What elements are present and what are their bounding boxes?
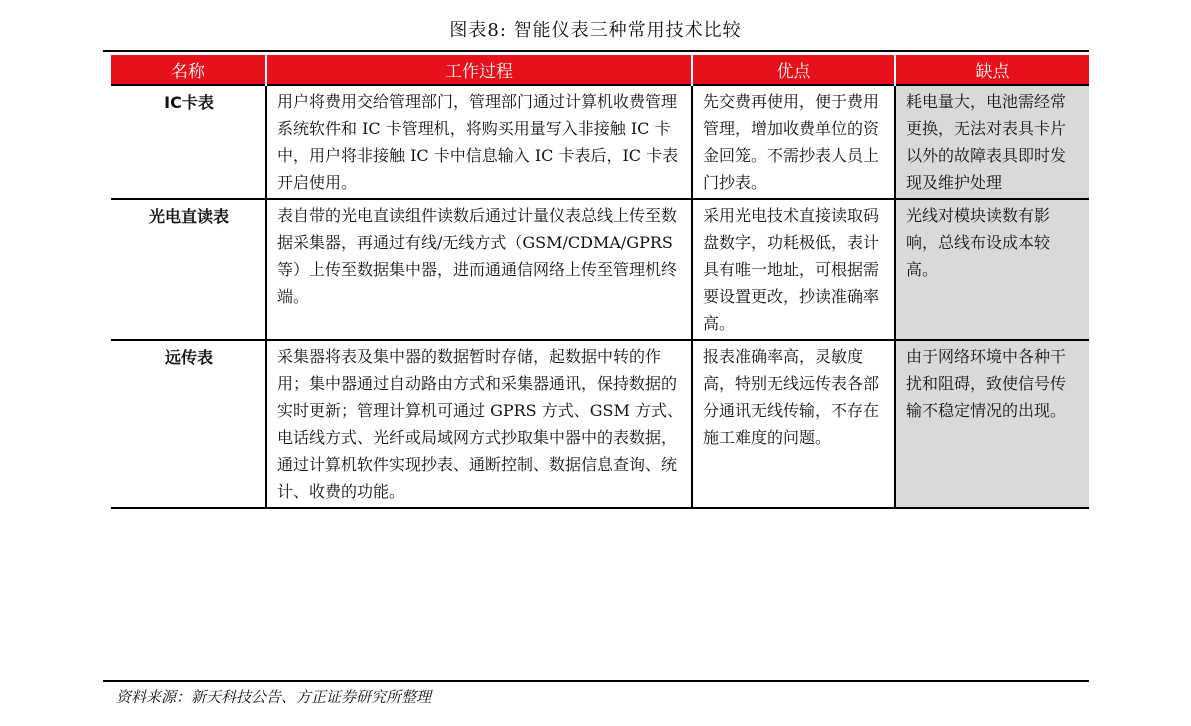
table-row bbox=[111, 199, 1089, 340]
row-cons: 耗电量大，电池需经常更换，无法对表具卡片以外的故障表具即时发现及维护处理 bbox=[895, 85, 1089, 199]
source-note: 资料来源：新天科技公告、方正证券研究所整理 bbox=[116, 688, 432, 706]
row-process: 用户将费用交给管理部门，管理部门通过计算机收费管理系统软件和 IC 卡管理机，将购买用量写入非接触 IC 卡中，用户将非接触 IC 卡中信息输入 IC 卡表后，IC 卡表开启使用。 bbox=[266, 85, 692, 199]
row-pros: 先交费再使用，便于费用管理，增加收费单位的资金回笼。不需抄表人员上门抄表。 bbox=[692, 85, 895, 199]
row-cons: 光线对模块读数有影响，总线布设成本较高。 bbox=[895, 199, 1089, 340]
header-pros: 优点 bbox=[692, 55, 895, 85]
row-process: 采集器将表及集中器的数据暂时存储，起数据中转的作用；集中器通过自动路由方式和采集器通讯，保持数据的实时更新；管理计算机可通过 GPRS 方式、GSM 方式、电话线方式、光纤或局域网方式抄取集中器中的表数据，通过计算机软件实现抄表、通断控制、数据信息查询、统计、收费的功能。 bbox=[266, 340, 692, 508]
row-pros: 采用光电技术直接读取码盘数字，功耗极低，表计具有唯一地址，可根据需要设置更改，抄读准确率高。 bbox=[692, 199, 895, 340]
row-process: 表自带的光电直读组件读数后通过计量仪表总线上传至数据采集器，再通过有线/无线方式（GSM/CDMA/GPRS 等）上传至数据集中器，进而通通信网络上传至管理机终端。 bbox=[266, 199, 692, 340]
row-name: 远传表 bbox=[111, 340, 266, 508]
table-row bbox=[111, 85, 1089, 199]
header-process: 工作过程 bbox=[266, 55, 692, 85]
row-name: IC卡表 bbox=[111, 85, 266, 199]
header-name: 名称 bbox=[111, 55, 266, 85]
figure-title: 图表8: 智能仪表三种常用技术比较 bbox=[449, 20, 742, 41]
row-name: 光电直读表 bbox=[111, 199, 266, 340]
header-cons: 缺点 bbox=[895, 55, 1089, 85]
top-rule bbox=[103, 50, 1089, 52]
bottom-rule bbox=[103, 680, 1089, 682]
row-cons: 由于网络环境中各种干扰和阻碍，致使信号传输不稳定情况的出现。 bbox=[895, 340, 1089, 508]
comparison-table bbox=[111, 55, 1089, 509]
header-row bbox=[111, 55, 1089, 85]
table-row bbox=[111, 340, 1089, 508]
row-pros: 报表准确率高，灵敏度高，特别无线远传表各部分通讯无线传输，不存在施工难度的问题。 bbox=[692, 340, 895, 508]
